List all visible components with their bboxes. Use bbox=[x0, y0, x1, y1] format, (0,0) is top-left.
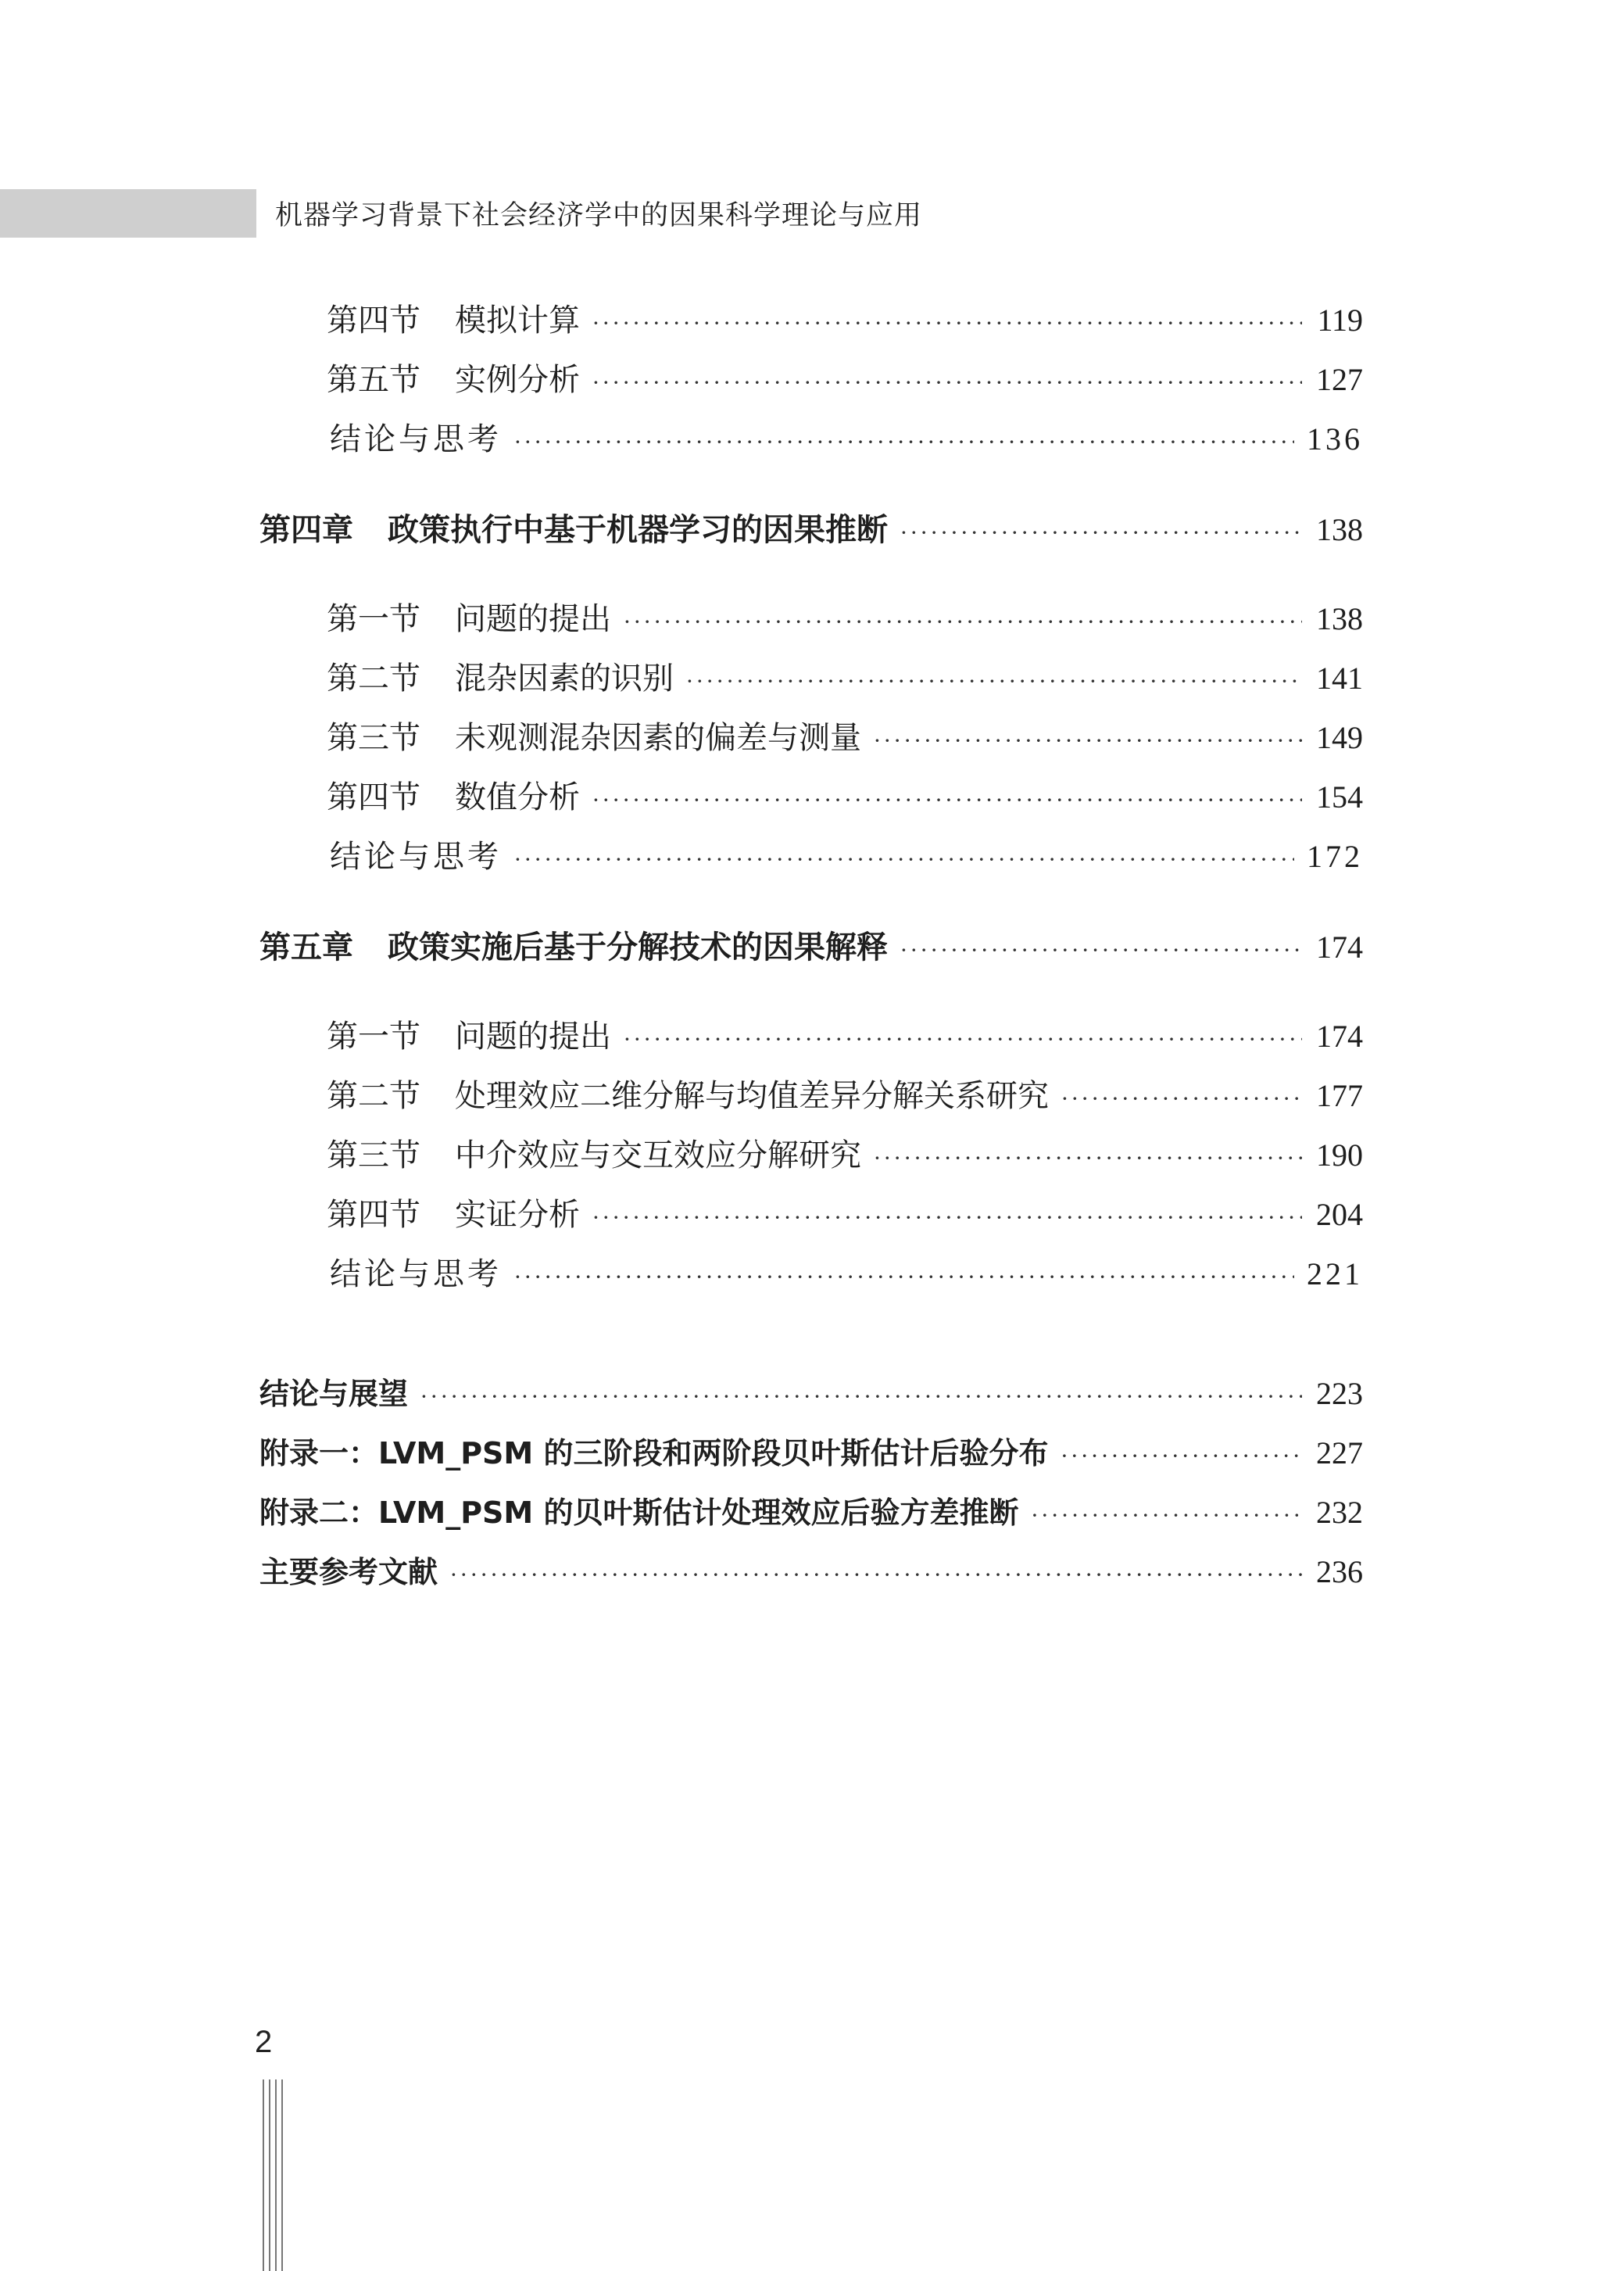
section-title: 问题的提出 bbox=[455, 1019, 611, 1055]
page-number: 149 bbox=[1316, 720, 1363, 755]
footer-vertical-rule bbox=[263, 2079, 264, 2271]
page-number: 127 bbox=[1316, 362, 1363, 397]
toc-backmatter-entry[interactable] bbox=[259, 1548, 1363, 1591]
page-number: 141 bbox=[1316, 661, 1363, 696]
chapter-number: 第五章 bbox=[259, 930, 353, 965]
section-number: 第四节 bbox=[327, 303, 420, 339]
toc-entry[interactable] bbox=[327, 296, 1363, 340]
chapter-number: 第四章 bbox=[259, 512, 353, 548]
toc-backmatter-entry[interactable] bbox=[259, 1488, 1363, 1531]
section-number: 第四节 bbox=[327, 1197, 420, 1233]
toc-entry[interactable] bbox=[327, 713, 1363, 758]
dot-leader bbox=[686, 668, 1302, 694]
section-number: 第三节 bbox=[327, 720, 420, 756]
section-title: 问题的提出 bbox=[455, 601, 611, 637]
page-number: 221 bbox=[1307, 1256, 1363, 1291]
section-title: 处理效应二维分解与均值差异分解关系研究 bbox=[455, 1078, 1049, 1114]
dot-leader bbox=[450, 1562, 1302, 1588]
page-number: 190 bbox=[1316, 1137, 1363, 1173]
dot-leader bbox=[874, 1145, 1302, 1171]
dot-leader bbox=[514, 429, 1294, 455]
section-number: 第五节 bbox=[327, 362, 420, 398]
dot-leader bbox=[624, 609, 1302, 635]
toc-entry[interactable] bbox=[327, 654, 1363, 698]
page-number: 223 bbox=[1316, 1376, 1363, 1411]
dot-leader bbox=[1031, 1503, 1302, 1528]
conclusion-title: 结论与思考 bbox=[330, 421, 502, 457]
page-number: 138 bbox=[1316, 512, 1363, 547]
section-title: 数值分析 bbox=[455, 779, 580, 815]
toc-entry[interactable] bbox=[327, 355, 1363, 399]
conclusion-title: 结论与思考 bbox=[330, 1256, 502, 1292]
footer-vertical-rule bbox=[275, 2079, 277, 2271]
chapter-title: 政策实施后基于分解技术的因果解释 bbox=[388, 930, 888, 965]
page-number: 172 bbox=[1307, 839, 1363, 874]
page-number: 154 bbox=[1316, 779, 1363, 815]
chapter-title: 政策执行中基于机器学习的因果推断 bbox=[388, 512, 888, 548]
page-number: 232 bbox=[1316, 1495, 1363, 1530]
dot-leader bbox=[592, 787, 1302, 813]
backmatter-title: 附录一：LVM_PSM 的三阶段和两阶段贝叶斯估计后验分布 bbox=[259, 1436, 1049, 1470]
page-number: 174 bbox=[1316, 930, 1363, 965]
toc-chapter-entry[interactable] bbox=[259, 505, 1363, 550]
section-title: 中介效应与交互效应分解研究 bbox=[455, 1137, 861, 1173]
section-number: 第二节 bbox=[327, 661, 420, 697]
toc-entry[interactable] bbox=[327, 1012, 1363, 1056]
toc-entry[interactable] bbox=[330, 832, 1363, 876]
backmatter-title: 主要参考文献 bbox=[259, 1555, 438, 1589]
toc-entry[interactable] bbox=[330, 1249, 1363, 1294]
dot-leader bbox=[900, 520, 1302, 546]
page-number: 119 bbox=[1317, 303, 1363, 338]
conclusion-title: 结论与思考 bbox=[330, 839, 502, 875]
dot-leader bbox=[1061, 1443, 1302, 1469]
page-number: 177 bbox=[1316, 1078, 1363, 1113]
section-number: 第三节 bbox=[327, 1137, 420, 1173]
page-number: 236 bbox=[1316, 1554, 1363, 1589]
page-number: 174 bbox=[1316, 1019, 1363, 1054]
dot-leader bbox=[592, 370, 1302, 396]
page-number: 227 bbox=[1316, 1435, 1363, 1470]
running-header-title: 机器学习背景下社会经济学中的因果科学理论与应用 bbox=[275, 200, 923, 231]
section-title: 混杂因素的识别 bbox=[455, 661, 674, 697]
page-number: 204 bbox=[1316, 1197, 1363, 1232]
section-number: 第一节 bbox=[327, 1019, 420, 1055]
section-number: 第一节 bbox=[327, 601, 420, 637]
dot-leader bbox=[514, 1264, 1294, 1290]
section-title: 实证分析 bbox=[455, 1197, 580, 1233]
header-gray-band bbox=[0, 189, 256, 238]
dot-leader bbox=[420, 1384, 1302, 1410]
toc-entry[interactable] bbox=[327, 594, 1363, 639]
section-title: 未观测混杂因素的偏差与测量 bbox=[455, 720, 861, 756]
toc-entry[interactable] bbox=[327, 772, 1363, 817]
toc-entry[interactable] bbox=[327, 1130, 1363, 1175]
dot-leader bbox=[592, 1205, 1302, 1230]
dot-leader bbox=[900, 937, 1302, 963]
dot-leader bbox=[514, 847, 1294, 872]
footer-page-number: 2 bbox=[255, 2025, 273, 2059]
backmatter-title: 结论与展望 bbox=[259, 1377, 409, 1411]
section-number: 第二节 bbox=[327, 1078, 420, 1114]
toc-chapter-entry[interactable] bbox=[259, 922, 1363, 967]
dot-leader bbox=[592, 310, 1302, 336]
dot-leader bbox=[624, 1026, 1302, 1052]
toc-backmatter-entry[interactable] bbox=[259, 1429, 1363, 1472]
section-number: 第四节 bbox=[327, 779, 420, 815]
dot-leader bbox=[874, 728, 1302, 754]
toc-entry[interactable] bbox=[327, 1071, 1363, 1116]
toc-backmatter-entry[interactable] bbox=[259, 1370, 1363, 1413]
section-title: 实例分析 bbox=[455, 362, 580, 398]
page-number: 138 bbox=[1316, 601, 1363, 636]
toc-entry[interactable] bbox=[327, 1190, 1363, 1234]
toc-entry[interactable] bbox=[330, 414, 1363, 459]
footer-vertical-rule bbox=[269, 2079, 270, 2271]
page-number: 136 bbox=[1307, 421, 1363, 457]
footer-vertical-rule bbox=[281, 2079, 283, 2271]
section-title: 模拟计算 bbox=[455, 303, 580, 339]
dot-leader bbox=[1061, 1086, 1302, 1112]
backmatter-title: 附录二：LVM_PSM 的贝叶斯估计处理效应后验方差推断 bbox=[259, 1495, 1019, 1530]
